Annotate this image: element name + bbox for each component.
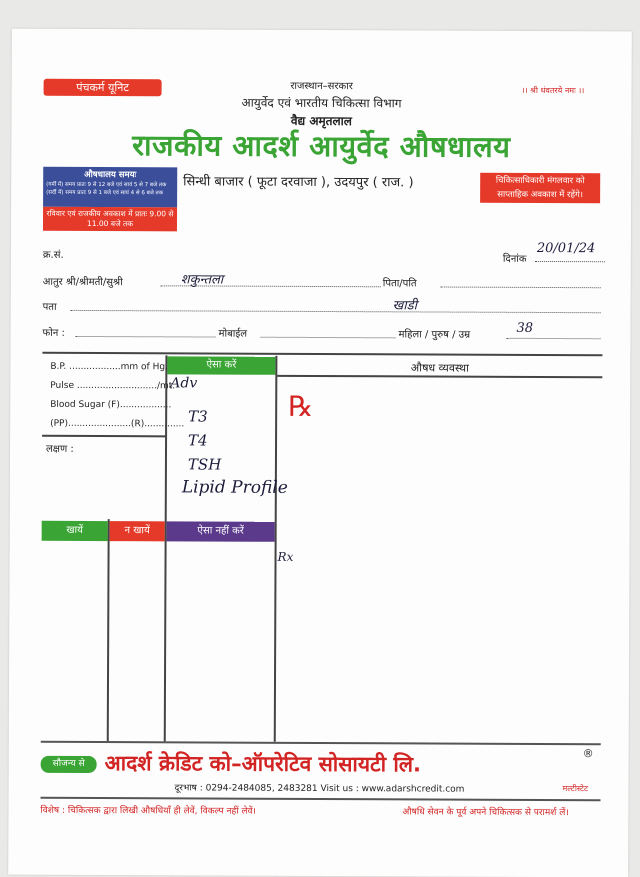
weekly-off-notice: चिकित्साधिकारी मंगलवार को साप्ताहिक अवकाश में रहेंगे। (480, 173, 600, 204)
bp-field: B.P. ..................mm of Hg. (50, 361, 168, 373)
age-line (507, 338, 601, 339)
prescription-sheet (8, 29, 632, 877)
registered-mark: ® (582, 747, 594, 761)
timings-box (43, 167, 177, 208)
mobile-line (261, 337, 396, 339)
header-dont-do-text: ऐसा नहीं करें (197, 525, 244, 537)
address-value: खाडी (392, 298, 418, 314)
invocation-text: ।। श्री धंवतरये नमः ।। (521, 85, 585, 96)
sponsor-name: आदर्श क्रेडिट को–ऑपरेटिव सोसायटी लि. (104, 751, 422, 777)
test-t3: T3 (188, 407, 208, 426)
vitals-bottom-rule (42, 435, 166, 437)
timings-winter: (सर्दी में) समय प्रातः 9 से 1 बजे एवं सायं 4 से 6 बजे तक (46, 189, 163, 197)
unit-badge-text: पंचकर्म यूनिट (76, 80, 129, 95)
test-t4: T4 (188, 431, 208, 450)
pulse-field: Pulse ............................/mt. (50, 380, 176, 392)
address-line (71, 310, 601, 313)
courtesy-text: सौजन्य से (52, 758, 85, 769)
address-label: पता (42, 301, 57, 313)
col-divider-1 (164, 355, 167, 741)
header-do (167, 356, 275, 374)
contact-text: दूरभाष : 0294-2484085, 2483281 Visit us : www.adarshcredit.com (174, 783, 465, 795)
phone-label: फोन : (42, 327, 65, 339)
advice-handwriting: Adv (170, 375, 198, 392)
table-top-rule (42, 352, 602, 356)
courtesy-badge (41, 756, 97, 773)
mobile-label: मोबाईल (218, 328, 248, 340)
patient-name-value: शकुन्तला (180, 272, 224, 288)
header-do-text: ऐसा करें (206, 359, 237, 371)
col-divider-left (107, 519, 109, 741)
sugar-pp-field: (PP)......................(R).............. (50, 418, 185, 430)
age-value: 38 (516, 320, 534, 336)
header-dont-eat (110, 521, 165, 541)
timings-summer: (गर्मी में) समय प्रातः 9 से 12 बजे एवं सायं 5 से 7 बजे तक (46, 181, 167, 189)
patient-label: आतुर श्री/श्रीमती/सुश्री (42, 276, 123, 289)
rx-handwriting: Rx (277, 549, 294, 564)
department-text: आयुर्वेद एवं भारतीय चिकित्सा विभाग (241, 95, 402, 111)
date-label: दिनांक (502, 253, 527, 265)
footer-top-rule (41, 741, 601, 745)
note-right: औषधि सेवन के पूर्व अपने चिकित्सक से परामर्श लें। (402, 807, 569, 819)
father-label: पिता/पति (382, 278, 417, 290)
col-divider-2 (274, 356, 277, 742)
date-value: 20/01/24 (536, 240, 596, 257)
timings-heading: औषधालय समयः (84, 169, 137, 181)
vaidya-text: वैद्य अमृतलाल (290, 113, 352, 129)
header-dont-eat-text: न खायें (124, 525, 150, 537)
phone-line (76, 336, 216, 338)
government-text: राजस्थान–सरकार (290, 80, 353, 93)
serial-label: क्र.सं. (42, 249, 64, 261)
dispensary-title: राजकीय आदर्श आयुर्वेद औषधालय (132, 128, 511, 164)
header-medicine: औषध व्यवस्था (410, 361, 469, 375)
sugar-f-field: Blood Sugar (F).................. (50, 399, 172, 411)
multistate-text: मल्टीस्टेट (562, 784, 589, 794)
holiday-timings: रविवार एवं राजकीय अवकाश में प्रातः 9.00 से 11.00 बजे तक (43, 207, 177, 232)
footer-bottom-rule (40, 797, 600, 801)
symptoms-label: लक्षण : (45, 443, 74, 455)
date-line (535, 261, 605, 262)
note-left: विशेष : चिकित्सक द्वारा लिखी औषधियाँ ही लेवें, विकल्प नहीं लेवें। (40, 805, 257, 817)
test-lipid-profile: Lipid Profile (181, 477, 288, 498)
rx-symbol: ℞ (288, 389, 314, 423)
header-eat (42, 521, 108, 541)
gender-age-label: महिला / पुरुष / उम्र (398, 329, 471, 341)
header-eat-text: खायें (66, 524, 83, 536)
father-line (441, 287, 601, 289)
header-dont-do (167, 521, 275, 541)
test-tsh: TSH (187, 455, 222, 474)
address-text: सिन्धी बाजार ( फूटा दरवाजा ), उदयपुर ( राज. ) (183, 174, 414, 191)
